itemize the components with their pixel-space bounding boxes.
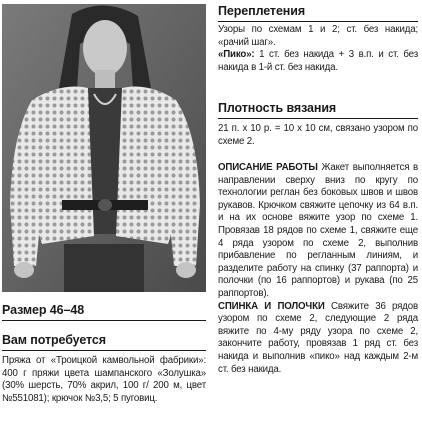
back-fronts-label: СПИНКА И ПОЛОЧКИ [218,300,325,312]
density-heading: Плотность вязания [218,101,418,119]
description-paragraph [218,162,418,301]
materials-text: Пряжа от «Троицкой камвольной фабрики»: 400 г пряжи цвета шампанского «Золушка» (30% шерсть, 70% акрил, 100 г/ 200 м, цвет №551081); крючок №3,5; 5 пуговиц. [2,355,206,404]
description-label: ОПИСАНИЕ РАБОТЫ [218,162,318,173]
cardigan-photo-illustration [2,4,206,292]
description-body: Жакет выполняется в направлении сверху вниз по кругу по технологии реглан без боковых швов и швов рукавов. Крючком свяжите цепочку из 64 в.п. и на их основе вяжите узор по схеме 1. Провязав 18 рядов по схеме 1, свяжите еще 4 ряда узором по схеме 2, выполнив прибавление по регланным линиям, и разделите работу на спинку (37 раппорта) и полочки (по 16 раппортов) и рукава (по 25 раппортов). [218,162,418,299]
patterns-heading: Переплетения [218,4,418,22]
size-heading: Размер 46–48 [2,303,206,321]
description-text [218,162,418,376]
model-photo [2,4,206,292]
pico-text: 1 ст. без накида + 3 в.п. и ст. без накида в 1-й ст. без накида. [218,49,418,73]
pico-line [218,49,418,74]
density-text: 21 п. х 10 р. = 10 х 10 см, связано узором по схеме 2. [218,123,418,147]
patterns-text [218,24,418,74]
back-fronts-paragraph [218,301,418,377]
patterns-line: Узоры по схемам 1 и 2; ст. без накида; «рачий шаг». [218,24,418,48]
back-fronts-body: Свяжите 36 рядов узором по схеме 2, следующие 2 ряда вяжите по 4-му ряду узора по схеме 2, закончите работу, провязав 1 ряд ст. без накида и выполнив «пико» над каждым 2-м ст. без накида. [218,300,419,375]
pico-label: «Пико»: [218,49,255,61]
materials-heading: Вам потребуется [2,333,206,351]
